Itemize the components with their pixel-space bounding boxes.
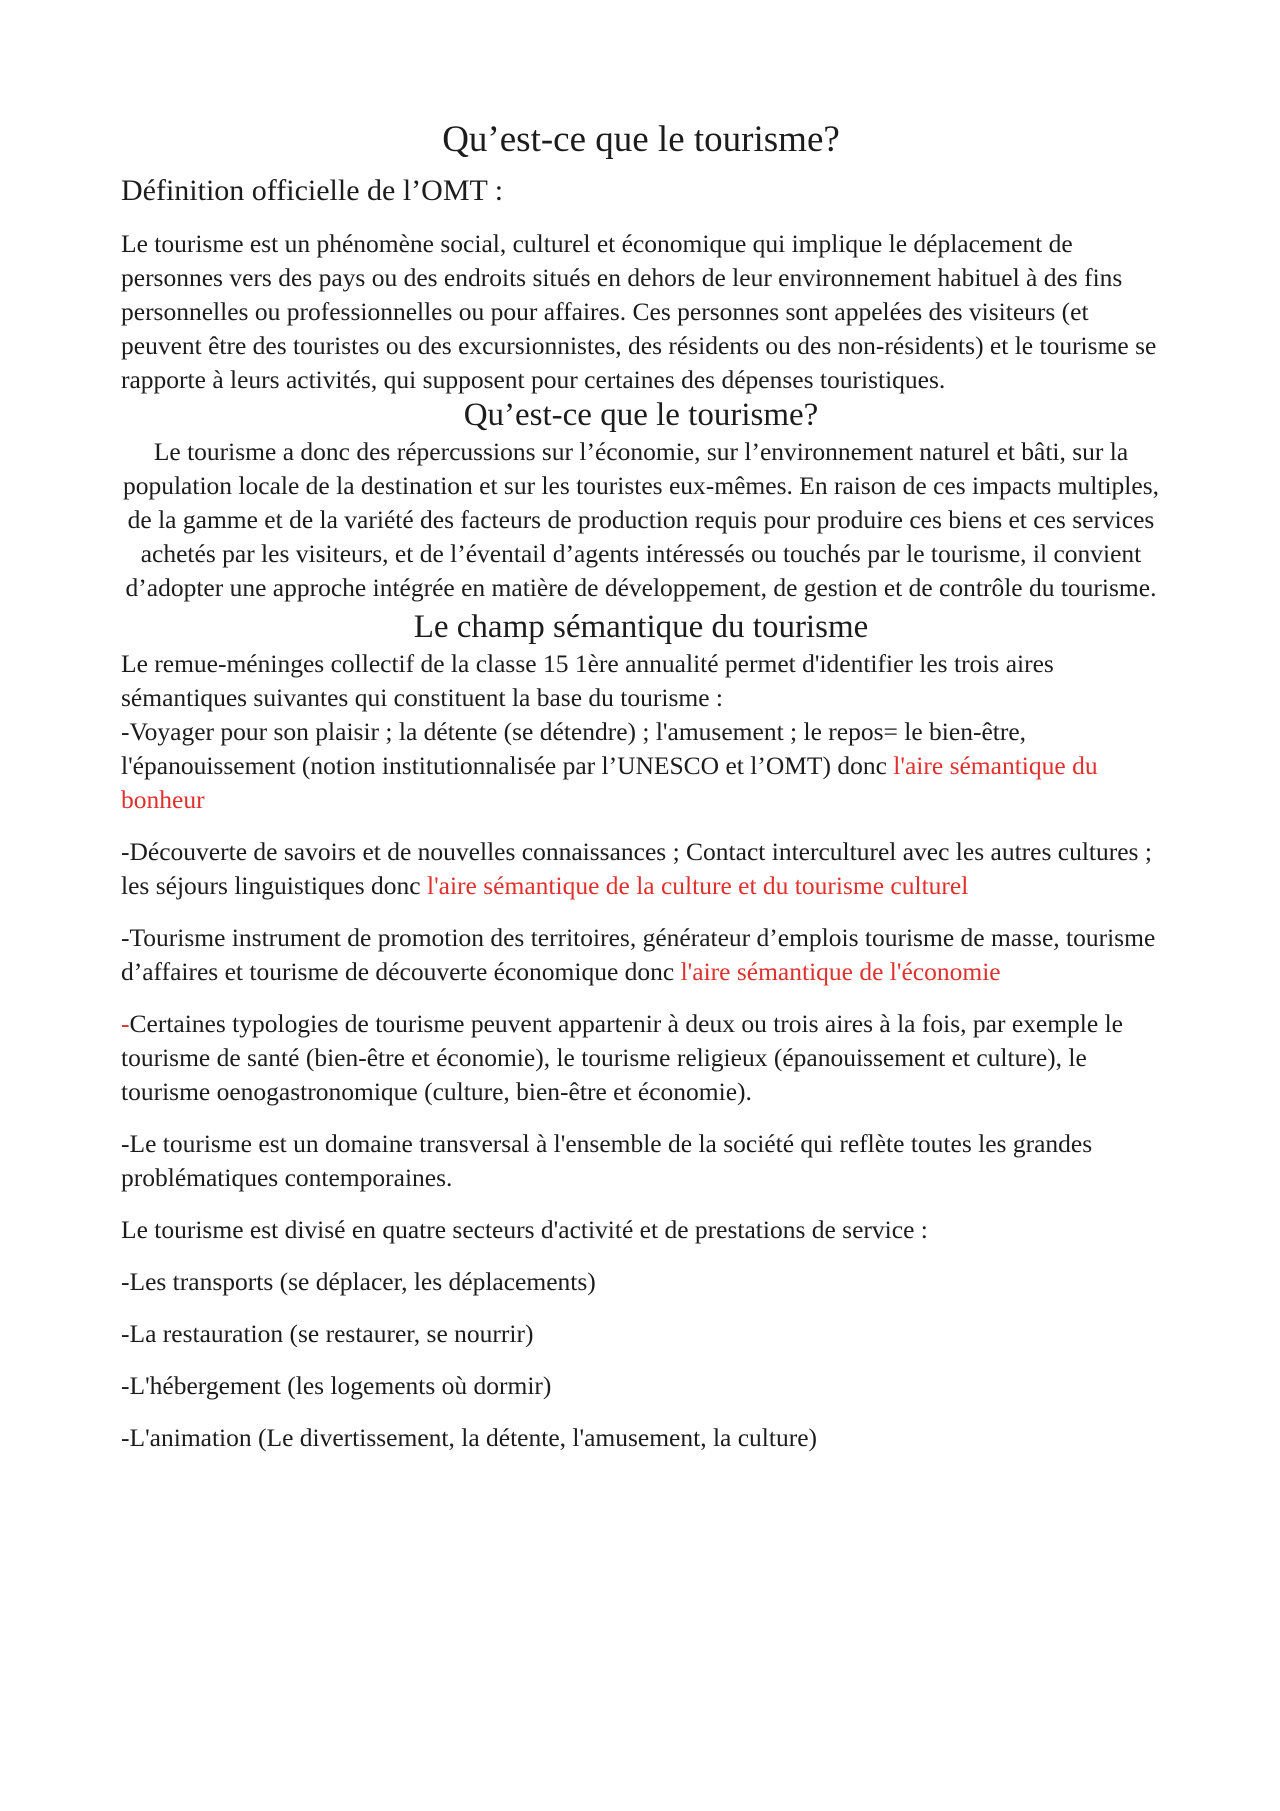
semantic-area-economy-text: -Tourisme instrument de promotion des territoires, générateur d’emplois tourisme de masse, tourisme d’affaires et tourisme de découverte économique donc xyxy=(121,923,1156,987)
section-heading-semantic-field: Le champ sémantique du tourisme xyxy=(413,609,869,646)
semantic-area-happiness-text: -Voyager pour son plaisir ; la détente (se détendre) ; l'amusement ; le repos= le bien-être, l'épanouissement (notion institutionnalisée par l’UNESCO et l’OMT) donc xyxy=(121,717,1027,781)
sectors-intro: Le tourisme est divisé en quatre secteurs d'activité et de prestations de service : xyxy=(121,1215,928,1245)
section-heading-tourism: Qu’est-ce que le tourisme? xyxy=(463,397,819,434)
semantic-area-culture-text: -Découverte de savoirs et de nouvelles connaissances ; Contact interculturel avec les autres cultures ; les séjours linguistiques donc xyxy=(121,837,1152,901)
semantic-area-economy-highlight: l'aire sémantique de l'économie xyxy=(680,957,1001,987)
semantic-area-culture xyxy=(121,835,1161,903)
definition-subtitle: Définition officielle de l’OMT : xyxy=(121,174,504,208)
document-title: Qu’est-ce que le tourisme? xyxy=(442,119,840,160)
semantic-area-economy xyxy=(121,921,1161,989)
impacts-paragraph: Le tourisme a donc des répercussions sur l’économie, sur l’environnement naturel et bâti, sur la population locale de la destination et sur les touristes eux-mêmes. En raison de ces impacts multiples, de la gamme et de la variété des facteurs de production requis pour produire ces biens et ces services achetés par les visiteurs, et de l’éventail d’agents intéressés ou touchés par le tourisme, il convient d’adopter une approche intégrée en matière de développement, de gestion et de contrôle du tourisme. xyxy=(122,437,1160,603)
brainstorm-paragraph: Le remue-méninges collectif de la classe 15 1ère annualité permet d'identifier les trois aires sémantiques suivantes qui constituent la base du tourisme : xyxy=(121,649,1054,713)
sector-item-transports: -Les transports (se déplacer, les déplacements) xyxy=(121,1267,596,1297)
typologies-paragraph xyxy=(121,1007,1161,1109)
typologies-text: Certaines typologies de tourisme peuvent appartenir à deux ou trois aires à la fois, par exemple le tourisme de santé (bien-être et économie), le tourisme religieux (épanouissement et culture), le tourisme oenogastronomique (culture, bien-être et économie). xyxy=(121,1009,1123,1107)
semantic-area-culture-highlight: l'aire sémantique de la culture et du tourisme culturel xyxy=(426,871,969,901)
typologies-dash: - xyxy=(121,1009,130,1039)
sector-item-animation: -L'animation (Le divertissement, la détente, l'amusement, la culture) xyxy=(121,1423,818,1453)
semantic-area-happiness-highlight: l'aire sémantique du bonheur xyxy=(121,751,1098,815)
document-page xyxy=(121,118,1161,1473)
sector-item-hebergement: -L'hébergement (les logements où dormir) xyxy=(121,1371,552,1401)
transversal-paragraph: -Le tourisme est un domaine transversal à l'ensemble de la société qui reflète toutes les grandes problématiques contemporaines. xyxy=(121,1129,1093,1193)
semantic-area-happiness xyxy=(121,715,1161,817)
definition-paragraph: Le tourisme est un phénomène social, culturel et économique qui implique le déplacement de personnes vers des pays ou des endroits situés en dehors de leur environnement habituel à des fins personnelles ou professionnelles ou pour affaires. Ces personnes sont appelées des visiteurs (et peuvent être des touristes ou des excursionnistes, des résidents ou des non-résidents) et le tourisme se rapporte à leurs activités, qui supposent pour certaines des dépenses touristiques. xyxy=(121,229,1157,395)
sector-item-restauration: -La restauration (se restaurer, se nourrir) xyxy=(121,1319,534,1349)
